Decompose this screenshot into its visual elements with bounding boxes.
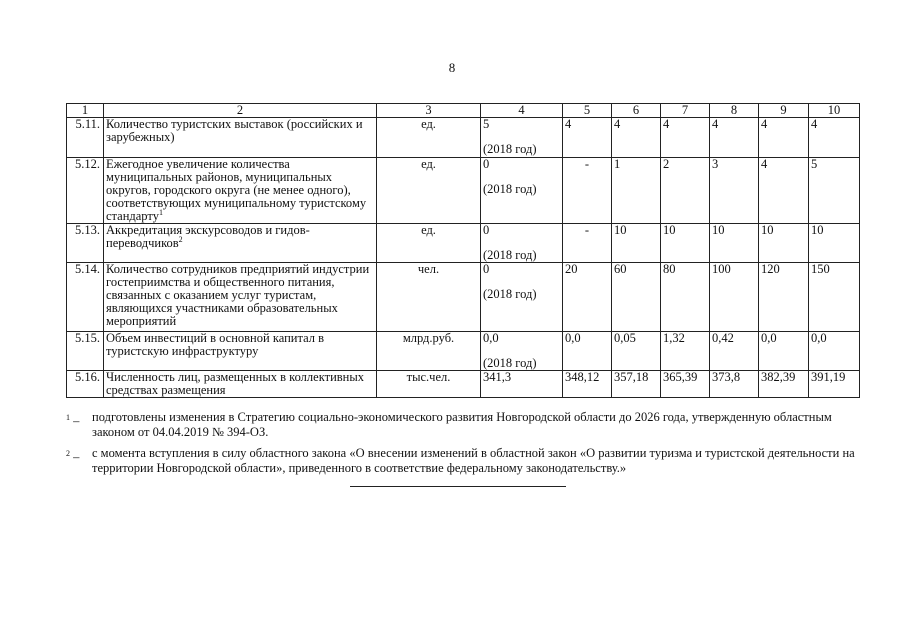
year-value: 20 <box>563 263 612 332</box>
year-value: 382,39 <box>759 371 809 398</box>
indicator-name: Объем инвестиций в основной капитал в туристскую инфраструктуру <box>104 332 377 371</box>
column-header: 4 <box>481 104 563 118</box>
year-value: 3 <box>710 158 759 224</box>
unit: ед. <box>377 224 481 263</box>
baseline-value: 0 (2018 год) <box>481 263 563 332</box>
footnote-ref: 1 <box>158 207 163 217</box>
footnote <box>66 410 856 440</box>
indicator-name: Ежегодное увеличение количества муниципальных районов, муниципальных округов, городского округа (не менее одного), соответствующих муниципальному туристскому стандарту$^1$ <box>104 158 377 224</box>
footnote-text: с момента вступления в силу областного закона «О внесении изменений в областной закон «О развитии туризма и туристской деятельности на территории Новгородской области», приведенного в соответствие федеральному законодательству.» <box>92 446 855 475</box>
year-value: 4 <box>759 118 809 158</box>
year-value: 1,32 <box>661 332 710 371</box>
table-row <box>67 224 860 263</box>
table-row <box>67 371 860 398</box>
baseline-value: 5 (2018 год) <box>481 118 563 158</box>
footnotes <box>66 410 856 482</box>
year-value: 10 <box>661 224 710 263</box>
year-value: 60 <box>612 263 661 332</box>
column-header: 5 <box>563 104 612 118</box>
year-value: 4 <box>661 118 710 158</box>
indicator-name: Количество туристских выставок (российских и зарубежных) <box>104 118 377 158</box>
year-value: 0,0 <box>759 332 809 371</box>
footnote <box>66 446 856 476</box>
column-header: 9 <box>759 104 809 118</box>
baseline-value: 0 (2018 год) <box>481 158 563 224</box>
column-header: 7 <box>661 104 710 118</box>
unit: млрд.руб. <box>377 332 481 371</box>
table-row <box>67 263 860 332</box>
unit: ед. <box>377 158 481 224</box>
column-header: 1 <box>67 104 104 118</box>
row-number: 5.14. <box>67 263 104 332</box>
column-header: 8 <box>710 104 759 118</box>
end-rule <box>350 486 566 487</box>
page-number: 8 <box>448 60 456 75</box>
year-value: 365,39 <box>661 371 710 398</box>
year-value: 0,05 <box>612 332 661 371</box>
year-value: 391,19 <box>809 371 860 398</box>
unit: чел. <box>377 263 481 332</box>
year-value: 373,8 <box>710 371 759 398</box>
year-value: 10 <box>809 224 860 263</box>
row-number: 5.11. <box>67 118 104 158</box>
year-value: 0,0 <box>563 332 612 371</box>
row-number: 5.12. <box>67 158 104 224</box>
year-value: 357,18 <box>612 371 661 398</box>
year-value: 10 <box>612 224 661 263</box>
column-header: 3 <box>377 104 481 118</box>
footnote-mark: $^2$ – <box>66 449 80 465</box>
table-row <box>67 332 860 371</box>
table-row <box>67 118 860 158</box>
year-value: - <box>563 224 612 263</box>
year-value: 0,0 <box>809 332 860 371</box>
footnote-ref: 2 <box>178 234 183 244</box>
baseline-value: 0,0 (2018 год) <box>481 332 563 371</box>
baseline-value: 341,3 <box>481 371 563 398</box>
indicator-name: Численность лиц, размещенных в коллективных средствах размещения <box>104 371 377 398</box>
column-header: 10 <box>809 104 860 118</box>
column-header: 2 <box>104 104 377 118</box>
table-header-row <box>67 104 860 118</box>
row-number: 5.16. <box>67 371 104 398</box>
year-value: 348,12 <box>563 371 612 398</box>
year-value: 80 <box>661 263 710 332</box>
column-header: 6 <box>612 104 661 118</box>
indicators-table <box>66 103 860 398</box>
year-value: 1 <box>612 158 661 224</box>
year-value: 150 <box>809 263 860 332</box>
baseline-value: 0 (2018 год) <box>481 224 563 263</box>
indicator-name: Количество сотрудников предприятий индустрии гостеприимства и общественного питания, связанных с оказанием услуг туристам, являющихся участниками образовательных мероприятий <box>104 263 377 332</box>
year-value: 4 <box>809 118 860 158</box>
row-number: 5.15. <box>67 332 104 371</box>
year-value: 4 <box>710 118 759 158</box>
year-value: 0,42 <box>710 332 759 371</box>
year-value: - <box>563 158 612 224</box>
year-value: 4 <box>759 158 809 224</box>
year-value: 100 <box>710 263 759 332</box>
year-value: 5 <box>809 158 860 224</box>
footnote-text: подготовлены изменения в Стратегию социально-экономического развития Новгородской области до 2026 года, утвержденную областным законом от 04.04.2019 № 394-ОЗ. <box>92 410 832 439</box>
indicator-name: Аккредитация экскурсоводов и гидов-переводчиков$^2$ <box>104 224 377 263</box>
year-value: 4 <box>612 118 661 158</box>
row-number: 5.13. <box>67 224 104 263</box>
footnote-mark: $^1$ – <box>66 413 80 429</box>
table-row <box>67 158 860 224</box>
unit: ед. <box>377 118 481 158</box>
unit: тыс.чел. <box>377 371 481 398</box>
year-value: 120 <box>759 263 809 332</box>
year-value: 2 <box>661 158 710 224</box>
year-value: 10 <box>759 224 809 263</box>
year-value: 10 <box>710 224 759 263</box>
year-value: 4 <box>563 118 612 158</box>
